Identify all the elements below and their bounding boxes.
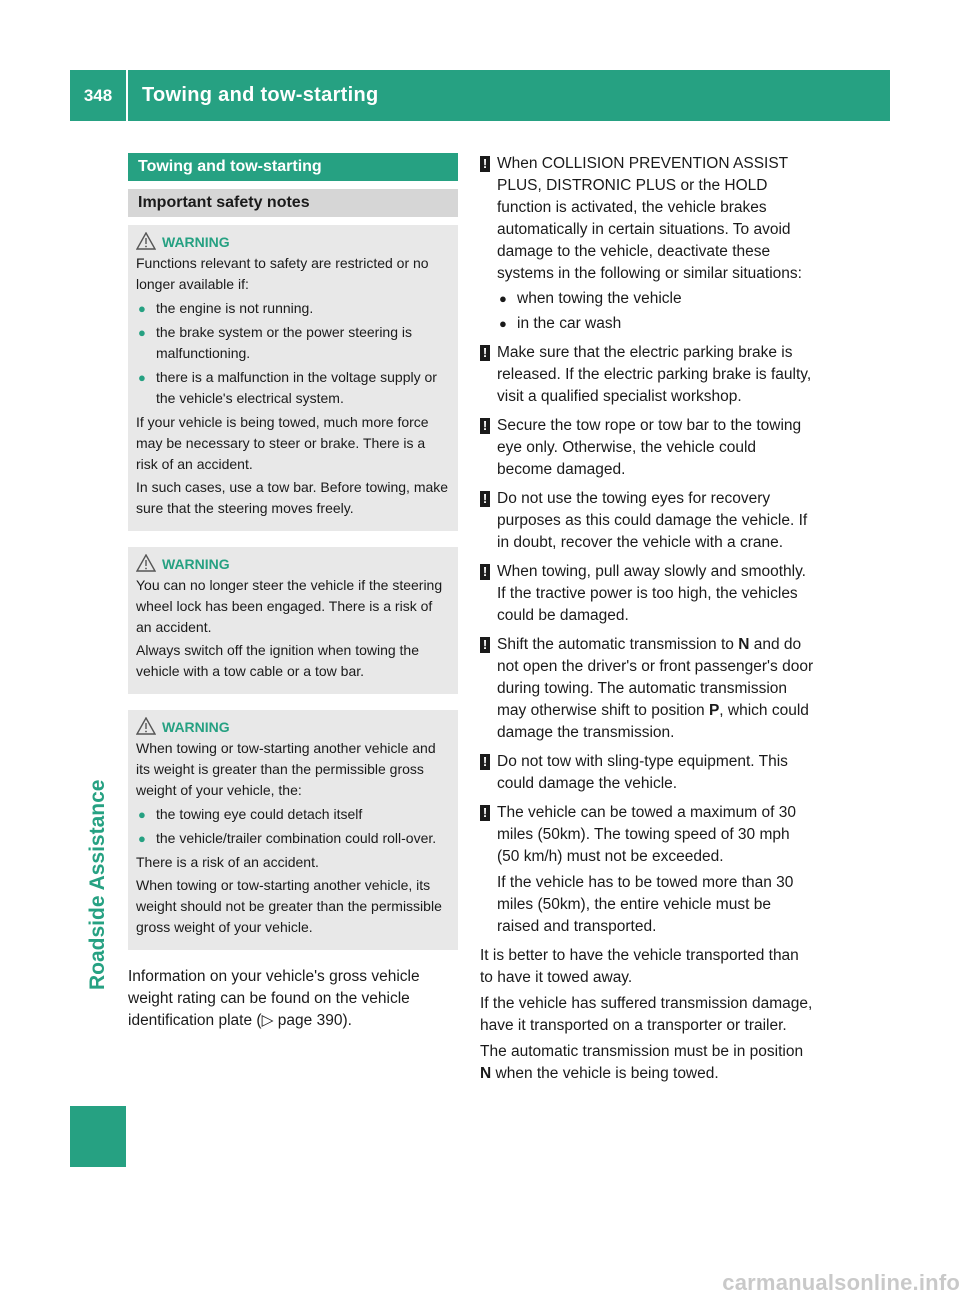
page-ref-arrow-icon: ▷ (261, 1012, 274, 1029)
watermark: carmanualsonline.info (722, 1270, 960, 1295)
left-column (128, 153, 458, 1032)
note-text: When towing, pull away slowly and smoothly. If the tractive power is too high, the vehicles could be damaged. (497, 563, 806, 624)
note-3 (480, 415, 815, 481)
exclamation-icon: ! (480, 754, 490, 770)
warning-bullets (136, 804, 450, 849)
bullet-icon: ● (499, 291, 507, 306)
warning-box-3 (128, 710, 458, 950)
gear-label: N (738, 636, 750, 653)
note-8 (480, 802, 815, 938)
warning-heading (136, 716, 450, 738)
warning-text: When towing or tow-starting another vehicle and its weight is greater than the permissible gross weight of your vehicle, the: (136, 740, 436, 798)
bullet-icon: ● (138, 325, 146, 340)
note-text: Do not tow with sling-type equipment. This could damage the vehicle. (497, 753, 788, 792)
warning-box-1 (128, 225, 458, 531)
warning-box-2 (128, 547, 458, 694)
warning-label: WARNING (162, 233, 230, 250)
list-item: ● the towing eye could detach itself (136, 804, 450, 825)
bullet-icon: ● (138, 831, 146, 846)
exclamation-icon: ! (480, 637, 490, 653)
exclamation-icon: ! (480, 418, 490, 434)
note-2 (480, 342, 815, 408)
warning-text: Functions relevant to safety are restricted or no longer available if: (136, 255, 429, 292)
exclamation-icon: ! (480, 491, 490, 507)
info-paragraph: Information on your vehicle's gross vehicle weight rating can be found on the vehicle identification plate (▷ page 390). (128, 968, 420, 1029)
header-title: Towing and tow-starting (142, 84, 379, 106)
note-text: Do not use the towing eyes for recovery purposes as this could damage the vehicle. If in doubt, recover the vehicle with a crane. (497, 490, 808, 551)
warning-text: There is a risk of an accident. (136, 854, 319, 870)
list-item: ● the vehicle/trailer combination could roll-over. (136, 828, 450, 849)
note-text: The vehicle can be towed a maximum of 30 miles (50km). The towing speed of 30 mph (50 km/h) must not be exceeded. (497, 804, 796, 865)
side-tab (70, 121, 126, 1267)
note-4 (480, 488, 815, 554)
note-text: If the vehicle has to be towed more than 30 miles (50km), the entire vehicle must be raised and transported. (497, 874, 794, 935)
body-paragraph: It is better to have the vehicle transported than to have it towed away. (480, 947, 799, 986)
note-text: Secure the tow rope or tow bar to the towing eye only. Otherwise, the vehicle could become damaged. (497, 417, 802, 478)
exclamation-icon: ! (480, 345, 490, 361)
list-item: ● there is a malfunction in the voltage supply or the vehicle's electrical system. (138, 369, 437, 406)
gear-label: N (480, 1065, 492, 1082)
warning-triangle-icon (136, 232, 158, 252)
body-paragraph: If the vehicle has suffered transmission damage, have it transported on a transporter or trailer. (480, 995, 813, 1034)
note-7 (480, 751, 815, 795)
subsection-title: Important safety notes (128, 189, 458, 217)
note-5 (480, 561, 815, 627)
page-reference[interactable]: page 390). (273, 1012, 352, 1029)
note-text: When COLLISION PREVENTION ASSIST PLUS, DISTRONIC PLUS or the HOLD function is activated, the vehicle brakes automatically in certain situations. To avoid damage to the vehicle, deactivate these systems in the following or similar situations: (497, 155, 802, 282)
bullet-icon: ● (138, 301, 146, 316)
section-title: Towing and tow-starting (128, 153, 458, 181)
warning-heading (136, 231, 450, 253)
warning-heading (136, 553, 450, 575)
side-block (70, 1106, 126, 1167)
body-paragraph: The automatic transmission must be in position N when the vehicle is being towed. (480, 1043, 804, 1082)
warning-text: You can no longer steer the vehicle if the steering wheel lock has been engaged. There is a risk of an accident. (136, 577, 443, 635)
gear-label: P (708, 702, 720, 719)
right-column (480, 153, 815, 1089)
list-item: ● the brake system or the power steering is malfunctioning. (138, 324, 413, 361)
list-item: ● in the car wash (497, 313, 815, 335)
note-text: Make sure that the electric parking brake is released. If the electric parking brake is faulty, visit a qualified specialist workshop. (497, 344, 812, 405)
note-text: Shift the automatic transmission to N and do not open the driver's or front passenger's door during towing. The automatic transmission may otherwise shift to position P, which could damage the transmission. (497, 636, 814, 741)
list-item: ● the engine is not running. (136, 298, 450, 319)
page-number: 348 (83, 85, 113, 105)
exclamation-icon: ! (480, 156, 490, 172)
warning-label: WARNING (162, 718, 230, 735)
bullet-icon: ● (138, 370, 146, 385)
note-bullets (497, 288, 815, 335)
exclamation-icon: ! (480, 805, 490, 821)
bullet-icon: ● (499, 316, 507, 331)
note-6 (480, 634, 815, 744)
warning-text: When towing or tow-starting another vehicle, its weight should not be greater than the permissible gross weight of your vehicle. (136, 877, 442, 935)
exclamation-icon: ! (480, 564, 490, 580)
warning-text: Always switch off the ignition when towing the vehicle with a tow cable or a tow bar. (136, 642, 420, 679)
warning-text: If your vehicle is being towed, much more force may be necessary to steer or brake. There is a risk of an accident. (136, 414, 429, 472)
warning-bullets (136, 298, 450, 409)
warning-triangle-icon (136, 717, 158, 737)
side-label: Roadside Assistance (86, 779, 109, 991)
warning-label: WARNING (162, 555, 230, 572)
bullet-icon: ● (138, 807, 146, 822)
warning-text: In such cases, use a tow bar. Before towing, make sure that the steering moves freely. (136, 479, 449, 516)
list-item: ● when towing the vehicle (497, 288, 815, 310)
warning-triangle-icon (136, 554, 158, 574)
page-header (70, 70, 890, 121)
note-1 (480, 153, 815, 335)
